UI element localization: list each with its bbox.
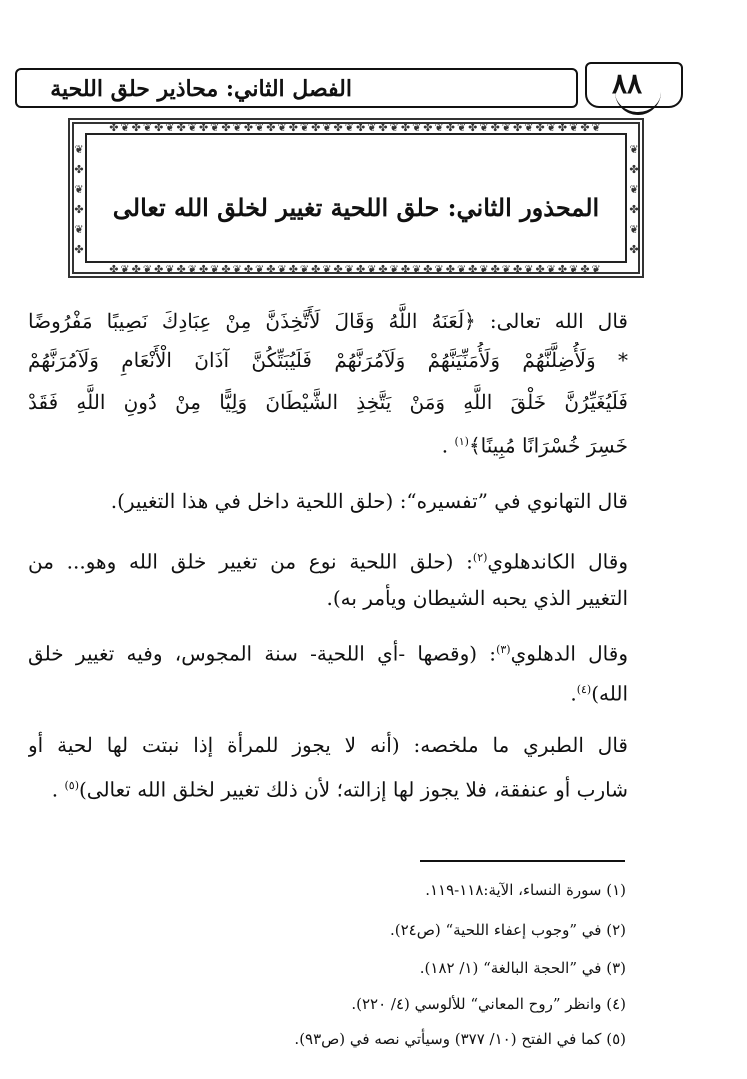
ornament-top-border: ✤❦✤❦✤❦✤❦✤❦✤❦✤❦✤❦✤❦✤❦✤❦✤❦✤❦✤❦✤❦✤❦✤❦✤❦✤❦✤❦✤❦✤❦ (109, 121, 603, 134)
quote-line-1: قال الله تعالى: ﴿لَعَنَهُ اللَّهُ وَقَالَ لَأَتَّخِذَنَّ مِنْ عِبَادِكَ نَصِيبًا مَفْرُوضًا (28, 309, 628, 333)
footnote-ref: (١) (454, 435, 469, 448)
footnote-ref: (٢) (472, 551, 488, 564)
footnote-2: (٢) في ”وجوب إعفاء اللحية“ (ص٢٤). (389, 921, 626, 939)
paragraph-tabari-line-1: قال الطبري ما ملخصه: (أنه لا يجوز للمرأة إذا نبتت لها لحية أو (28, 733, 628, 757)
paragraph-dahlawi-line-1 (28, 632, 628, 668)
p3-text: : (وقصها -أي اللحية- سنة المجوس، وفيه تغيير خلق (28, 641, 497, 666)
paragraph-kandahlawi-line-1 (28, 540, 628, 576)
p3-end: . (570, 681, 577, 706)
section-title: المحذور الثاني: حلق اللحية تغيير لخلق الله تعالى (112, 193, 600, 222)
p3-end-text: الله) (591, 681, 628, 706)
paragraph-kandahlawi-line-2: التغيير الذي يحبه الشيطان ويأمر به). (326, 586, 628, 610)
ornament-left-border: ❦ ✤ ❦ ✤ ❦ ✤ (74, 143, 84, 256)
p3-lead: وقال الدهلوي (510, 641, 628, 666)
ornament-bottom-border: ✤❦✤❦✤❦✤❦✤❦✤❦✤❦✤❦✤❦✤❦✤❦✤❦✤❦✤❦✤❦✤❦✤❦✤❦✤❦✤❦✤❦✤❦ (109, 263, 603, 276)
quote-line-2: * وَلَأُضِلَّنَّهُمْ وَلَأُمَنِّيَنَّهُمْ وَلَآمُرَنَّهُمْ فَلَيُبَتِّكُنَّ آذَانَ الْأَنْعَامِ وَلَآمُرَنَّهُمْ (28, 348, 628, 372)
footnote-5: (٥) كما في الفتح (١٠/ ٣٧٧) وسيأتي نصه في (ص٩٣). (294, 1030, 626, 1048)
chapter-title: الفصل الثاني: محاذير حلق اللحية (50, 76, 352, 102)
quote-line-4 (28, 424, 628, 460)
quote-text: خَسِرَ خُسْرَانًا مُبِينًا﴾ (468, 433, 628, 458)
p2-text: : (حلق اللحية نوع من تغيير خلق الله وهو... من (28, 549, 473, 574)
footnote-ref: (٥) (64, 779, 79, 792)
paragraph-dahlawi-line-2 (28, 672, 628, 708)
page-number: ٨٨ (611, 67, 643, 100)
quote-line-3: فَلَيُغَيِّرُنَّ خَلْقَ اللَّهِ وَمَنْ يَتَّخِذِ الشَّيْطَانَ وَلِيًّا مِنْ دُونِ اللَّهِ فَقَدْ (28, 390, 628, 414)
p4-text: شارب أو عنفقة، فلا يجوز لها إزالته؛ لأن ذلك تغيير لخلق الله تعالى) (78, 777, 628, 802)
footnote-4: (٤) وانظر ”روح المعاني“ للألوسي (٤/ ٢٢٠). (351, 995, 626, 1013)
footnote-1: (١) سورة النساء، الآية:١١٨-١١٩. (425, 881, 626, 899)
footnote-3: (٣) في ”الحجة البالغة“ (١/ ١٨٢). (419, 959, 626, 977)
p2-lead: وقال الكاندهلوي (487, 549, 628, 574)
footnote-ref: (٣) (496, 643, 511, 656)
paragraph-tabari-line-2 (28, 768, 628, 804)
p4-end: . (51, 777, 59, 802)
paragraph-tahanawi: قال التهانوي في ”تفسيره“: (حلق اللحية داخل في هذا التغيير). (110, 489, 628, 513)
footnote-ref: (٤) (576, 683, 592, 696)
quote-end: . (441, 433, 449, 458)
ornament-right-border: ❦ ✤ ❦ ✤ ❦ ✤ (629, 143, 639, 256)
page-curl-decoration (615, 92, 661, 115)
footnote-separator (420, 860, 625, 862)
